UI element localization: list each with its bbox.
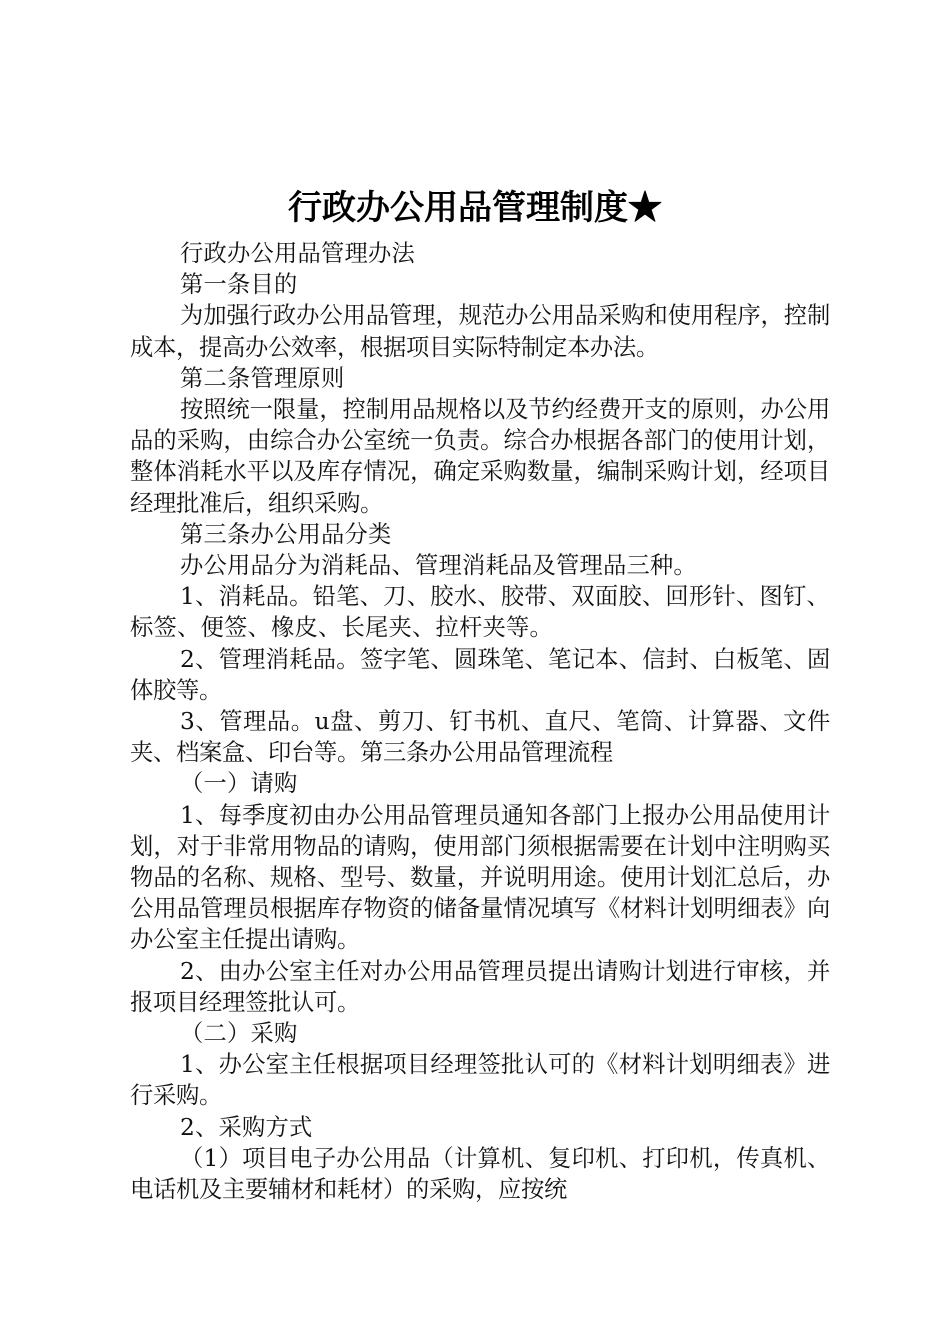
section-heading: 第二条管理原则 xyxy=(180,364,345,392)
paragraph: 办公用品分为消耗品、管理消耗品及管理品三种。 xyxy=(180,552,697,580)
section-heading: 第三条办公用品分类 xyxy=(180,520,392,548)
document-title: 行政办公用品管理制度★ xyxy=(288,188,662,228)
paragraph: 为加强行政办公用品管理，规范办公用品采购和使用程序，控制成本，提高办公效率，根据项目实际特制定本办法。 xyxy=(130,302,830,361)
list-item: 2、采购方式 xyxy=(180,1113,313,1141)
list-item: 2、由办公室主任对办公用品管理员提出请购计划进行审核，并报项目经理签批认可。 xyxy=(130,957,830,1016)
subsection-heading: （一）请购 xyxy=(180,770,298,798)
list-item: 1、消耗品。铅笔、刀、胶水、胶带、双面胶、回形针、图钉、标签、便签、橡皮、长尾夹、拉杆夹等。 xyxy=(130,583,830,642)
list-item: 1、每季度初由办公用品管理员通知各部门上报办公用品使用计划，对于非常用物品的请购，使用部门须根据需要在计划中注明购买物品的名称、规格、型号、数量，并说明用途。使用计划汇总后，办公用品管理员根据库存物资的储备量情况填写《材料计划明细表》向办公室主任提出请购。 xyxy=(130,801,830,954)
document-body xyxy=(130,238,830,1205)
subsection-heading: （二）采购 xyxy=(180,1020,298,1048)
paragraph: 行政办公用品管理办法 xyxy=(180,240,415,267)
list-item: 1、办公室主任根据项目经理签批认可的《材料计划明细表》进行采购。 xyxy=(130,1051,830,1110)
paragraph: 按照统一限量，控制用品规格以及节约经费开支的原则，办公用品的采购，由综合办公室统一负责。综合办根据各部门的使用计划，整体消耗水平以及库存情况，确定采购数量，编制采购计划，经项目经理批准后，组织采购。 xyxy=(130,396,830,517)
list-item: 2、管理消耗品。签字笔、圆珠笔、笔记本、信封、白板笔、固体胶等。 xyxy=(130,645,830,704)
list-item: （1）项目电子办公用品（计算机、复印机、打印机，传真机、电话机及主要辅材和耗材）的采购，应按统 xyxy=(130,1144,830,1204)
list-item: 3、管理品。u盘、剪刀、钉书机、直尺、笔筒、计算器、文件夹、档案盒、印台等。第三条办公用品管理流程 xyxy=(130,708,830,767)
section-heading: 第一条目的 xyxy=(180,271,298,299)
